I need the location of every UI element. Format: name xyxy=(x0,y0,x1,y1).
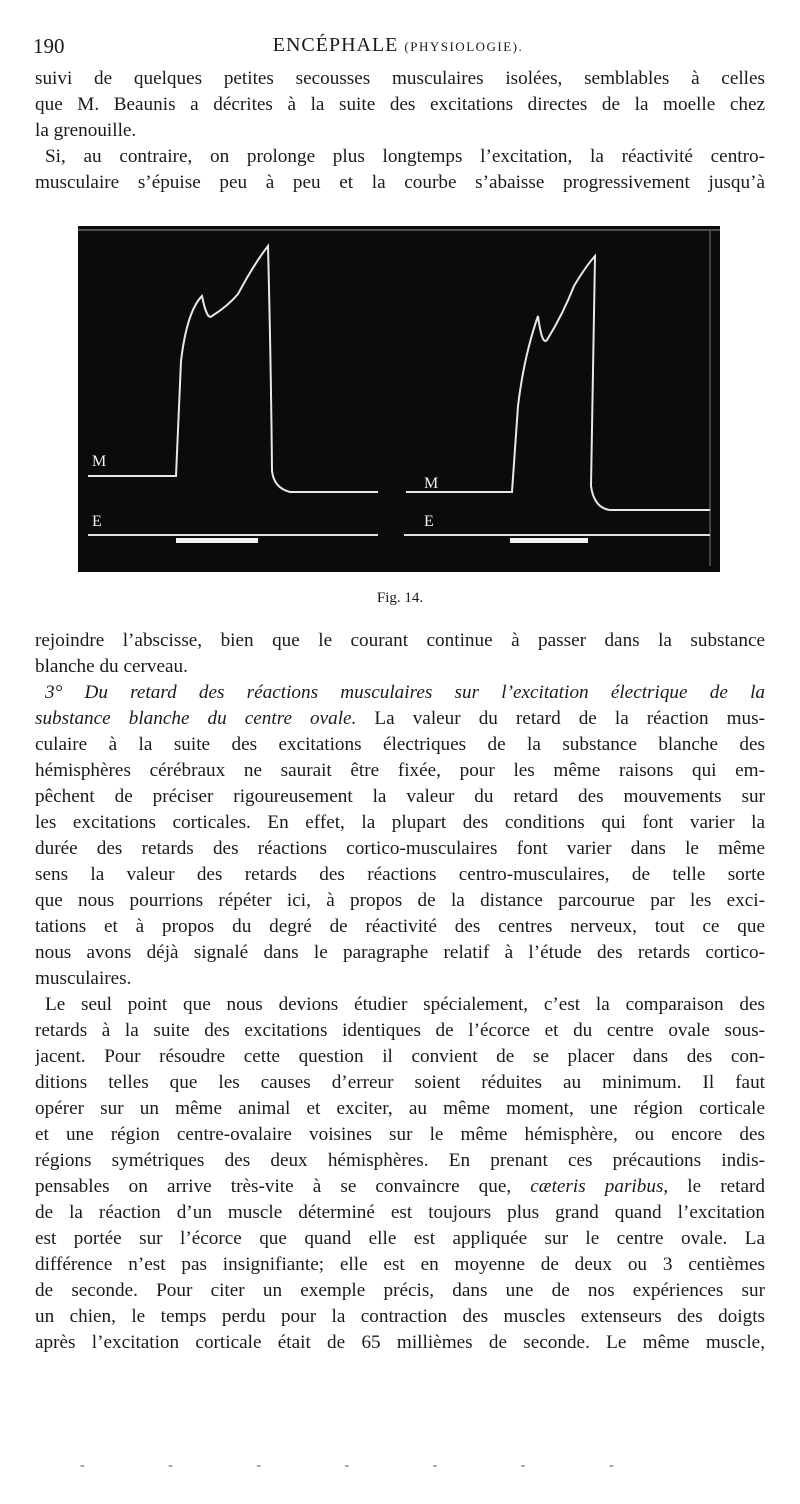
italic-run: substance blanche du centre ovale. xyxy=(35,708,357,729)
running-title-sub: (PHYSIOLOGIE). xyxy=(404,39,524,54)
footer-marks: - - - - - - - xyxy=(80,1458,654,1473)
text-line: suivi de quelques petites secousses musculaires isolées, semblables à celles xyxy=(35,68,765,89)
text-line: de seconde. Pour citer un exemple précis, dans une de nos expériences sur xyxy=(35,1280,765,1301)
page-number: 190 xyxy=(33,34,65,58)
running-title xyxy=(33,34,763,57)
text-line: de la réaction d’un muscle déterminé est toujours plus grand quand l’excitation xyxy=(35,1202,765,1223)
section-heading-line xyxy=(35,680,765,706)
italic-run: 3° Du retard des réactions musculaires sur l’excitation électrique de la xyxy=(45,682,765,703)
text-line: rejoindre l’abscisse, bien que le courant continue à passer dans la substance xyxy=(35,630,765,651)
label-m-left: M xyxy=(92,453,107,470)
text-line: blanche du cerveau. xyxy=(35,656,188,677)
text-line: que M. Beaunis a décrites à la suite des excitations directes de la moelle chez xyxy=(35,94,765,115)
text-line: nous avons déjà signalé dans le paragraphe relatif à l’étude des retards cortico- xyxy=(35,942,765,963)
text-line: hémisphères cérébraux ne saurait être fixée, pour les même raisons qui em- xyxy=(35,760,765,781)
excitation-bar-right xyxy=(510,538,588,543)
text-line: la grenouille. xyxy=(35,120,137,141)
text-line: musculaire s’épuise peu à peu et la courbe s’abaisse progressivement jusqu’à xyxy=(35,172,765,193)
italic-run: cæteris paribus xyxy=(530,1176,664,1197)
text-line: différence n’est pas insignifiante; elle est en moyenne de deux ou 3 centièmes xyxy=(35,1254,765,1275)
running-header xyxy=(33,34,763,60)
figure-caption: Fig. 14. xyxy=(376,590,424,606)
text-line: durée des retards des réactions cortico-musculaires font varier dans le même xyxy=(35,838,765,859)
text-line: ditions telles que les causes d’erreur soient réduites au minimum. Il faut xyxy=(35,1072,765,1093)
text-line: tations et à propos du degré de réactivité des centres nerveux, tout ce que xyxy=(35,916,765,937)
label-e-right: E xyxy=(424,513,434,530)
text-line: régions symétriques des deux hémisphères. En prenant ces précautions indis- xyxy=(35,1150,765,1171)
running-title-main: ENCÉPHALE xyxy=(272,34,399,56)
excitation-bar-left xyxy=(176,538,258,543)
text-line: est portée sur l’écorce que quand elle est appliquée sur le centre ovale. La xyxy=(35,1228,765,1249)
myograph-tracing xyxy=(78,226,720,572)
paragraph-top xyxy=(35,66,765,196)
text-line: un chien, le temps perdu pour la contraction des muscles extenseurs des doigts xyxy=(35,1306,765,1327)
text-line: jacent. Pour résoudre cette question il convient de se placer dans des con- xyxy=(35,1046,765,1067)
text-line: culaire à la suite des excitations électriques de la substance blanche des xyxy=(35,734,765,755)
label-m-right: M xyxy=(424,475,439,492)
label-e-left: E xyxy=(92,513,102,530)
text-line-latin: pensables on arrive très-vite à se convaincre que, cæteris paribus, le retard xyxy=(35,1176,765,1197)
text-line: Le seul point que nous devions étudier spécialement, c’est la comparaison des xyxy=(45,994,765,1015)
figure-myograph xyxy=(78,226,720,572)
text-line: musculaires. xyxy=(35,968,132,989)
paragraph-bottom xyxy=(35,628,765,1356)
text-line: opérer sur un même animal et exciter, au même moment, une région corticale xyxy=(35,1098,765,1119)
text-line: sens la valeur des retards des réactions centro-musculaires, de telle sorte xyxy=(35,864,765,885)
text-line: pêchent de préciser rigoureusement la valeur du retard des mouvements sur xyxy=(35,786,765,807)
text-line: Si, au contraire, on prolonge plus longtemps l’excitation, la réactivité centro- xyxy=(45,146,765,167)
section-heading-line-2: substance blanche du centre ovale. La valeur du retard de la réaction mus- xyxy=(35,708,765,729)
text-line: après l’excitation corticale était de 65 millièmes de seconde. Le même muscle, xyxy=(35,1332,765,1353)
text-line: retards à la suite des excitations identiques de l’écorce et du centre ovale sous- xyxy=(35,1020,765,1041)
text-line: et une région centre-ovalaire voisines sur le même hémisphère, ou encore des xyxy=(35,1124,765,1145)
text-line: les excitations corticales. En effet, la plupart des conditions qui font varier la xyxy=(35,812,765,833)
text-line: que nous pourrions répéter ici, à propos de la distance parcourue par les exci- xyxy=(35,890,765,911)
